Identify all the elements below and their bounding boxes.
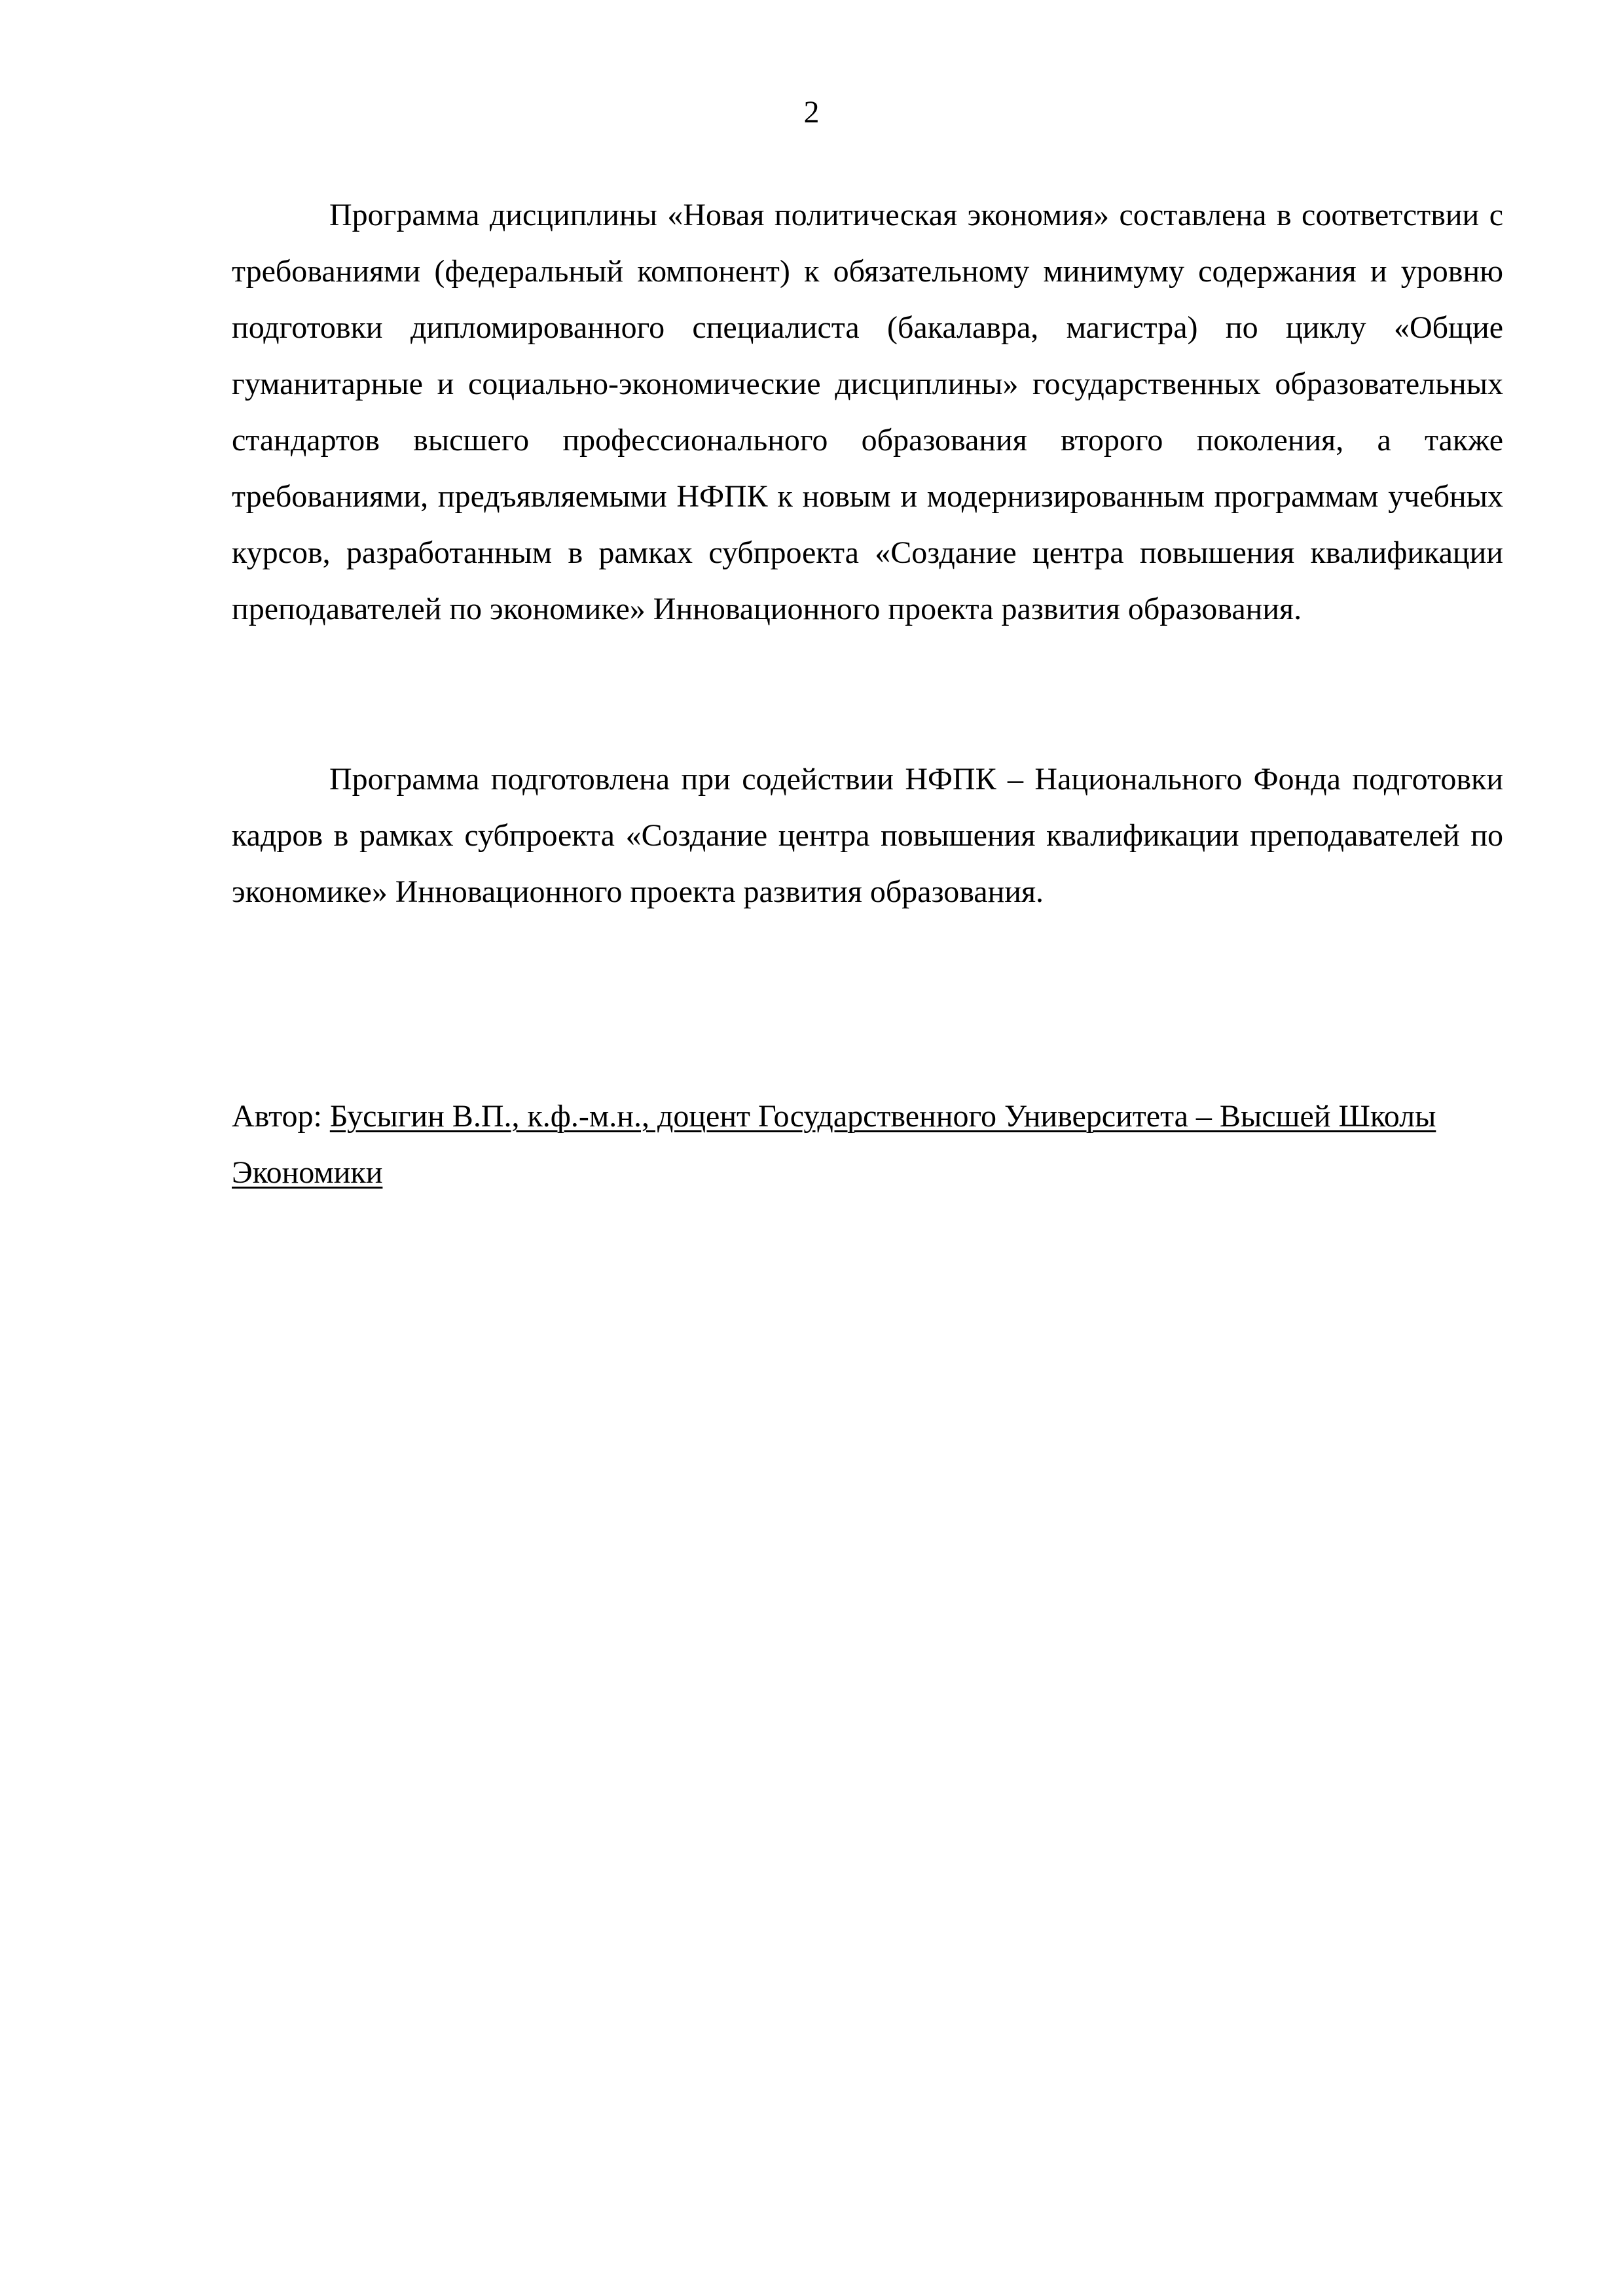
author-name: Бусыгин В.П., к.ф.-м.н., доцент Государственного Университета – Высшей Школы Экономики [232, 1099, 1436, 1190]
program-support-paragraph: Программа подготовлена при содействии НФПК – Национального Фонда подготовки кадров в рамках субпроекта «Создание центра повышения квалификации преподавателей по экономике» Инновационного проекта развития образования. [232, 762, 1503, 909]
program-description-paragraph: Программа дисциплины «Новая политическая экономия» составлена в соответствии с требованиями (федеральный компонент) к обязательному минимуму содержания и уровню подготовки дипломированного специалиста (бакалавра, магистра) по циклу «Общие гуманитарные и социально-экономические дисциплины» государственных образовательных стандартов высшего профессионального образования второго поколения, а также требованиями, предъявляемыми НФПК к новым и модернизированным программам учебных курсов, разработанным в рамках субпроекта «Создание центра повышения квалификации преподавателей по экономике» Инновационного проекта развития образования. [232, 198, 1503, 626]
author-line [232, 1088, 1503, 1201]
author-label: Автор: [232, 1099, 330, 1134]
page-number: 2 [803, 95, 820, 130]
